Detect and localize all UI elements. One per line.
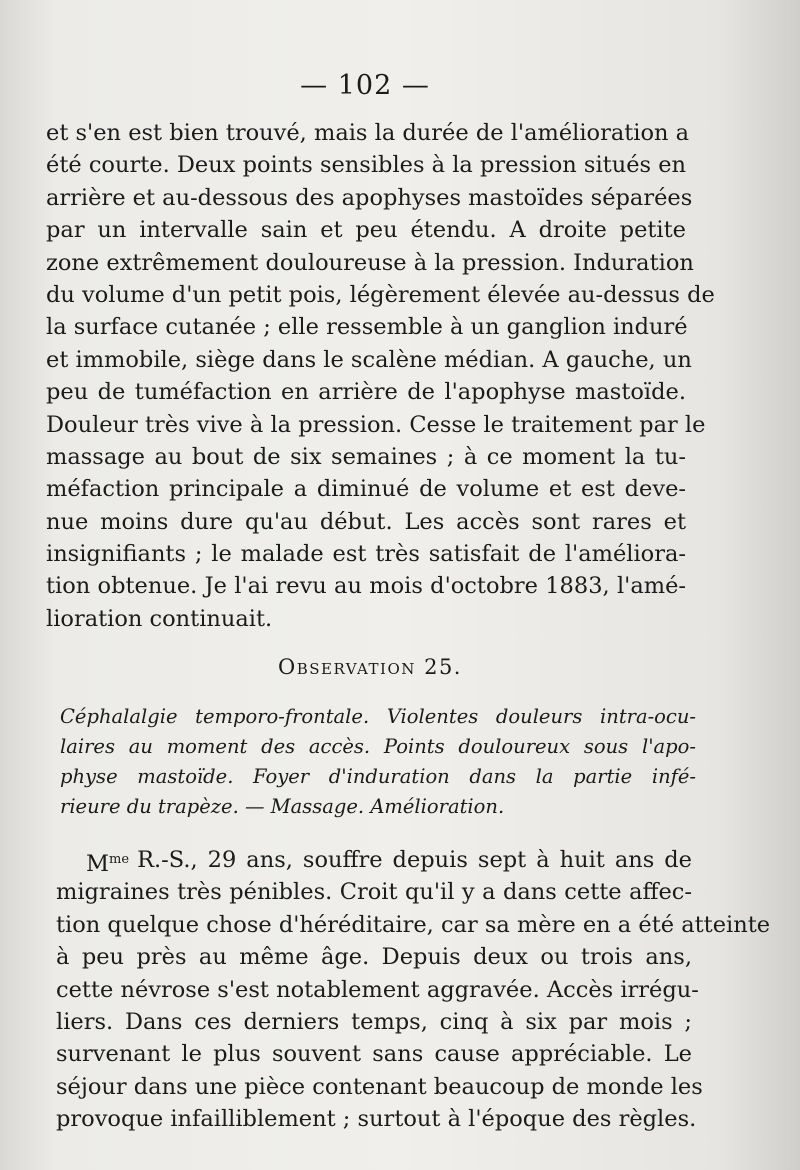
text-line: lioration continuait. [46,605,273,632]
text-line: du volume d'un petit pois, légèrement élevée au-dessus de [46,281,715,308]
summary-line: Céphalalgie temporo-frontale. Violentes douleurs intra-ocu- [60,705,696,728]
summary-line: physe mastoïde. Foyer d'induration dans la partie infé- [60,765,696,788]
summary-line: laires au moment des accès. Points douloureux sous l'apo- [60,735,696,758]
text-line: survenant le plus souvent sans cause appréciable. Le [56,1041,692,1068]
text-line: méfaction principale a diminué de volume et est deve- [46,476,686,503]
title-abbreviation: $M^{me}$ [86,851,130,877]
page-number: — 102 — [300,70,430,101]
text-line: massage au bout de six semaines ; à ce moment la tu- [46,443,686,470]
text-line: tion obtenue. Je l'ai revu au mois d'octobre 1883, l'amé- [46,573,686,600]
text-line: provoque infailliblement ; surtout à l'époque des règles. [56,1106,697,1133]
text-line: liers. Dans ces derniers temps, cinq à six par mois ; [56,1008,692,1035]
first-line-text: R.-S., 29 ans, souffre depuis sept à huit ans de [137,847,692,873]
text-line: et s'en est bien trouvé, mais la durée de l'amélioration a [46,120,690,146]
text-line: cette névrose s'est notablement aggravée. Accès irrégu- [56,976,699,1003]
text-line-first [56,844,692,876]
text-line: et immobile, siège dans le scalène médian. A gauche, un [46,346,692,373]
text-line: tion quelque chose d'héréditaire, car sa mère en a été atteinte [56,911,771,938]
text-line: Douleur très vive à la pression. Cesse le traitement par le [46,411,706,438]
text-line: migraines très pénibles. Croit qu'il y a dans cette affec- [56,879,692,906]
text-line: peu de tuméfaction en arrière de l'apophyse mastoïde. [46,379,686,406]
text-line: par un intervalle sain et peu étendu. A droite petite [46,217,686,244]
text-line: nue moins dure qu'au début. Les accès sont rares et [46,508,686,535]
text-line: été courte. Deux points sensibles à la pression situés en [46,152,687,179]
text-line: insignifiants ; le malade est très satisfait de l'améliora- [46,541,686,568]
observation-summary [60,702,696,822]
text-line: zone extrêmement douloureuse à la pression. Induration [46,249,694,276]
observation-paragraph [56,844,771,1136]
text-line: à peu près au même âge. Depuis deux ou trois ans, [56,944,692,971]
text-line: séjour dans une pièce contenant beaucoup de monde les [56,1073,703,1100]
text-line: la surface cutanée ; elle ressemble à un ganglion induré [46,314,688,341]
observation-heading: Observation 25. [278,655,462,679]
paragraph-continuation [46,117,715,635]
summary-line: rieure du trapèze. — Massage. Amélioration. [60,795,505,818]
text-line: arrière et au-dessous des apophyses mastoïdes séparées [46,184,693,211]
